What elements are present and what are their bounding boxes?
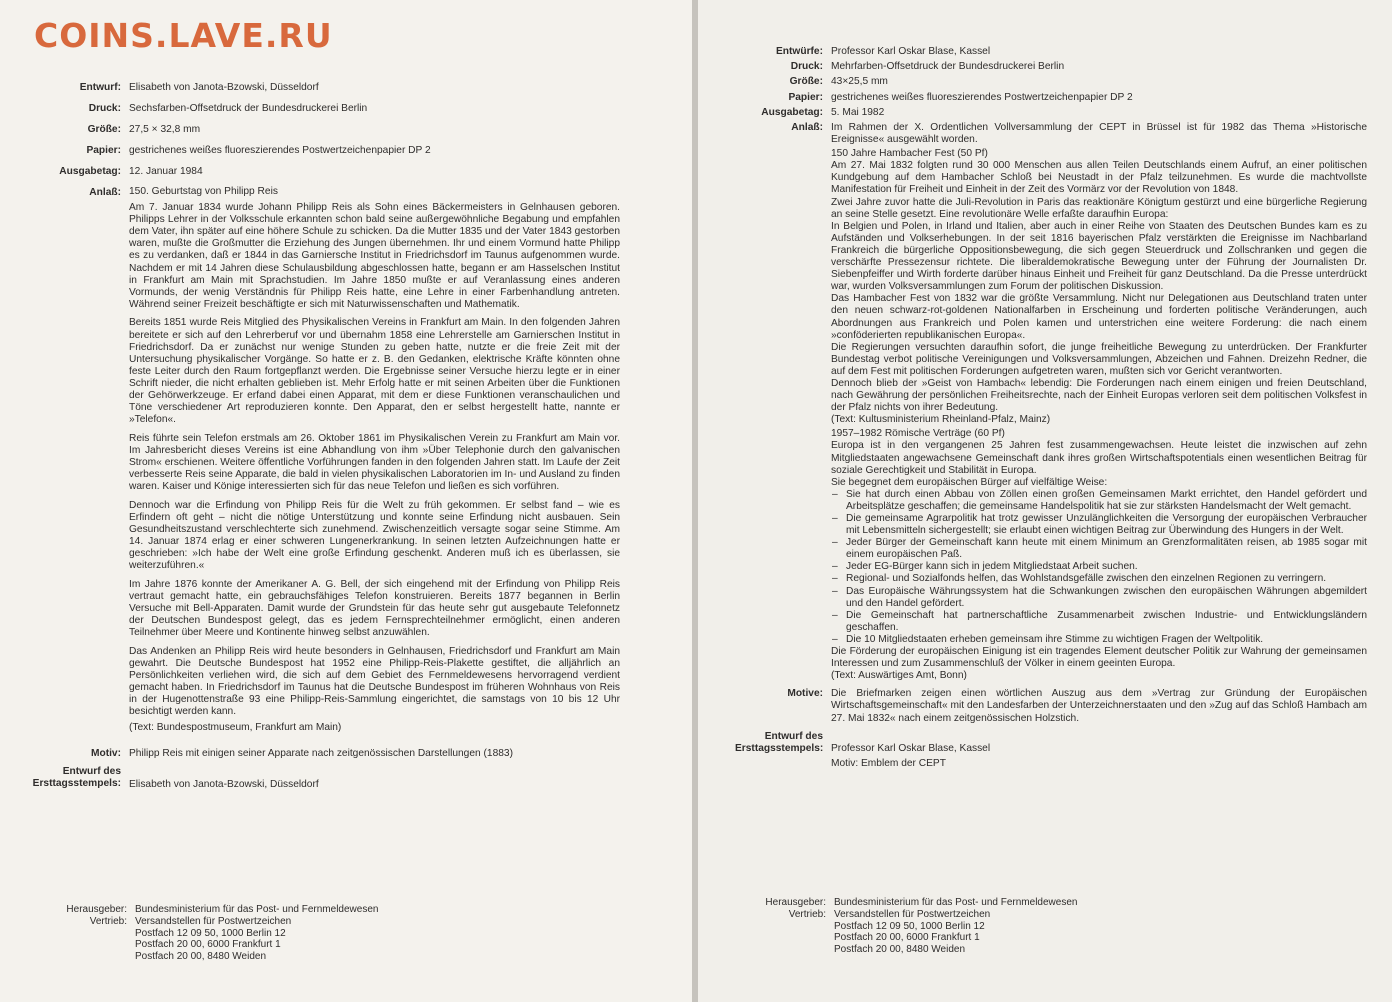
footer-publisher xyxy=(740,897,1077,909)
field-ersttagsstempel xyxy=(735,731,1367,770)
field-value: 5. Mai 1982 xyxy=(831,106,885,118)
field-label: Ausgabetag: xyxy=(59,166,121,177)
paragraph: Am 27. Mai 1832 folgten rund 30 000 Menschen aus allen Teilen Deutschlands einem Aufruf, an einer politischen Kundgebung auf dem Hambacher Schloß bei Neustadt in der Pfalz teilzunehmen. Es wurde die machtvollste Manifestation für Freiheit und Einheit in der Zeit des Vormärz vor der Revolution von 1848. xyxy=(831,160,1367,196)
paragraph: Im Jahre 1876 konnte der Amerikaner A. G. Bell, der sich eingehend mit der Erfindung von Philipp Reis vertraut gemacht hatte, ein gebrauchsfähiges Telefon konstruieren. Bereits 1877 begannen in Berlin Versuche mit Bell-Apparaten. Damit wurde der Grundstein für das heute sehr gut ausgebaute Telefonnetz der Deutschen Bundespost gelegt, das es jedem Fernsprechteilnehmer ermöglicht, einen anderen Teilnehmer über Meere und Kontinente hinweg selbst anzuwählen. xyxy=(129,578,620,639)
field-label: Motive: xyxy=(787,688,823,700)
field-druck xyxy=(0,102,620,115)
paragraph: Zwei Jahre zuvor hatte die Juli-Revolution in Paris das reaktionäre Königtum gestürzt und eine bürgerliche Regierung an seine Stelle gesetzt. Eine revolutionäre Welle erfaßte daraufhin Europa: xyxy=(831,196,1367,220)
field-groesse xyxy=(0,123,620,136)
field-label: Entwürfe: xyxy=(776,46,823,57)
list-item: – Regional- und Sozialfonds helfen, das Wohlstandsgefälle zwischen den einzelnen Regionen zu verringern. xyxy=(831,573,1367,585)
field-value: 12. Januar 1984 xyxy=(129,166,203,177)
label-line: Ersttagsstempels: xyxy=(735,742,824,754)
footer-publisher xyxy=(37,904,378,916)
label-line: Ersttagsstempels: xyxy=(32,777,121,789)
left-page xyxy=(0,0,692,1002)
field-anlass xyxy=(735,122,1367,682)
section-title: 1957–1982 Römische Verträge (60 Pf) xyxy=(831,428,1005,440)
footer-line: Postfach 20 00, 8480 Weiden xyxy=(135,951,267,963)
paragraph: In Belgien und Polen, in Irland und Italien, aber auch in einer Reihe von Staaten des Deutschen Bundes kam es zu Aufständen und Volkserhebungen. In der seit 1816 bayerischen Pfalz verstärkten die Ereignisse im Nachbarland Frankreich die bürgerliche Oppositionsbewegung, die sich gegen Steuerdruck und Zollschranken und gegen die verschärfte Pressezensur richtete. Die liberaldemokratische Bewegung unter der Führung der Journalisten Dr. Siebenpfeiffer und Wirth forderte darüber hinaus Einheit und Freiheit für ganz Deutschland. Da die Presse unterdrückt war, wurden Volksversammlungen zum Forum der politischen Diskussion. xyxy=(831,220,1367,293)
section-title: 150 Jahre Hambacher Fest (50 Pf) xyxy=(831,148,988,160)
field-value: Die Briefmarken zeigen einen wörtlichen Auszug aus dem »Vertrag zur Gründung der Europäischen Wirtschaftsgemeinschaft« mit den Landesfarben der Unterzeichnerstaaten und den »Zug auf das Schloß Hambach am 27. Mai 1832« nach einem zeitgenössischen Holzstich. xyxy=(831,688,1367,724)
paragraph: Die Regierungen versuchten daraufhin sofort, die junge freiheitliche Bewegung zu unterdrücken. Der Frankfurter Bundestag verbot politische Vereinigungen und Volksversammlungen, Abzeichen und Fahnen. Dreizehn Redner, die auf dem Fest mit politischen Forderungen aufgetreten waren, mußten sich vor Gericht verantworten. xyxy=(831,341,1367,377)
paragraph: Europa ist in den vergangenen 25 Jahren fest zusammengewachsen. Heute leistet die inzwischen auf zehn Mitgliedstaaten angewachsene Gemeinschaft dank ihres großen Wirtschaftspotentials einen wesentlichen Beitrag für soziale Gerechtigkeit und Stabilität in Europa. xyxy=(831,440,1367,476)
footer-value xyxy=(135,916,378,963)
paragraph: Die Förderung der europäischen Einigung ist ein tragendes Element deutscher Politik zur Wahrung der gemeinsamen Interessen und zum Zusammenschluß der Völker in einem geeinten Europa. xyxy=(831,646,1367,670)
footer-label: Vertrieb: xyxy=(788,908,826,920)
footer-sales xyxy=(740,909,1077,956)
field-label: Größe: xyxy=(87,124,121,135)
list-item: – Jeder Bürger der Gemeinschaft kann heute mit einem Minimum an Grenzformalitäten reisen, ab 1985 sogar mit einem europäischen Paß. xyxy=(831,537,1367,561)
field-motiv xyxy=(0,747,620,760)
anlass-content xyxy=(129,186,620,741)
paragraph: Sie begegnet dem europäischen Bürger auf vielfältige Weise: xyxy=(831,476,1108,488)
field-motive xyxy=(735,688,1367,724)
field-label: Entwurf: xyxy=(79,82,121,93)
footer-line: Versandstellen für Postwertzeichen xyxy=(135,915,292,927)
field-label: Motiv: xyxy=(91,747,121,759)
field-label xyxy=(735,731,831,755)
field-label xyxy=(0,766,129,790)
text-source: (Text: Auswärtiges Amt, Bonn) xyxy=(831,670,967,682)
field-value xyxy=(831,731,1367,770)
list-item: – Sie hat durch einen Abbau von Zöllen einen großen Gemeinsamen Markt errichtet, den Handel gefördert und Arbeitsplätze geschaffen; die gemeinsame Handelspolitik hat sie zur stärksten Handelsmacht der Welt gemacht. xyxy=(831,489,1367,513)
field-ausgabetag xyxy=(735,107,1367,119)
paragraph: Bereits 1851 wurde Reis Mitglied des Physikalischen Vereins in Frankfurt am Main. In den folgenden Jahren bereitete er sich auf den Lehrerberuf vor und übernahm 1858 eine Lehrerstelle am Garnierschen Institut in Friedrichsdorf. Da er zunächst nur wenige Stunden zu geben hatte, nutzte er die freie Zeit mit der Untersuchung physikalischer Vorgänge. So hatte er z. B. den Gedanken, elektrische Kräfte könnten ohne feste Leiter durch den Raum fortgepflanzt werden. Die Ergebnisse seiner Versuche hierzu legte er in einer Schrift nieder, die nicht erhalten geblieben ist. Mehr Erfolg hatte er mit seinen Arbeiten über die Funktionen der Gehörwerkzeuge. Er erfand dabei einen Apparat, mit dem er diese Funktionen veranschaulichen und Töne verschiedener Art reproduzieren konnte. Den Apparat, den er selbst hergestellt hatte, nannte er »Telefon«. xyxy=(129,317,620,426)
stamp-designer: Professor Karl Oskar Blase, Kassel xyxy=(831,742,991,754)
field-label: Papier: xyxy=(86,145,121,156)
footer-line: Postfach 12 09 50, 1000 Berlin 12 xyxy=(834,920,985,932)
field-label: Größe: xyxy=(789,76,823,88)
field-value: Philipp Reis mit einigen seiner Apparate nach zeitgenössischen Darstellungen (1883) xyxy=(129,747,513,759)
footer-line: Postfach 20 00, 6000 Frankfurt 1 xyxy=(135,939,281,951)
right-footer xyxy=(740,897,1077,956)
field-value: Elisabeth von Janota-Bzowski, Düsseldorf xyxy=(129,778,319,790)
footer-label: Herausgeber: xyxy=(765,897,826,908)
anlass-content xyxy=(831,122,1367,682)
list-item: – Jeder EG-Bürger kann sich in jedem Mitgliedstaat Arbeit suchen. xyxy=(831,561,1367,573)
field-label: Druck: xyxy=(88,103,121,114)
footer-line: Versandstellen für Postwertzeichen xyxy=(834,908,991,920)
left-footer xyxy=(37,904,378,963)
footer-sales xyxy=(37,916,378,963)
list-item: – Die 10 Mitgliedstaaten erheben gemeinsam ihre Stimme zu wichtigen Fragen der Weltpolitik. xyxy=(831,634,1367,646)
field-papier xyxy=(0,144,620,157)
site-watermark: COINS.LAVE.RU xyxy=(34,16,333,55)
field-entwuerfe xyxy=(735,46,1367,58)
footer-line: Postfach 20 00, 8480 Weiden xyxy=(834,944,966,956)
footer-label: Vertrieb: xyxy=(89,915,127,927)
field-value: 43×25,5 mm xyxy=(831,76,888,88)
field-ersttagsstempel xyxy=(0,766,620,791)
field-papier xyxy=(735,92,1367,104)
field-druck xyxy=(735,61,1367,73)
right-main-text xyxy=(735,46,1367,770)
anlass-intro: Im Rahmen der X. Ordentlichen Vollversammlung der CEPT in Brüssel ist für 1982 das Thema »Historische Ereignisse« ausgewählt worden. xyxy=(831,122,1367,146)
paragraph: Dennoch blieb der »Geist von Hambach« lebendig: Die Forderungen nach einem einigen und freien Deutschland, nach Gewährung der persönlichen Freiheitsrechte, nach der Einheit Europas verloren seit dem politischen Volksfest in der Pfalz nichts von ihrer Bedeutung. xyxy=(831,377,1367,414)
field-value: gestrichenes weißes fluoreszierendes Postwertzeichenpapier DP 2 xyxy=(831,91,1133,103)
stamp-motif: Motiv: Emblem der CEPT xyxy=(831,757,946,769)
field-ausgabetag xyxy=(0,165,620,178)
list-item: – Das Europäische Währungssystem hat die Schwankungen zwischen den europäischen Währungen abgemildert und den Handel gefördert. xyxy=(831,586,1367,610)
label-line: Entwurf des xyxy=(62,765,121,777)
footer-value xyxy=(834,909,1077,956)
list-item: – Die Gemeinschaft hat partnerschaftliche Zusammenarbeit zwischen Industrie- und Entwicklungsländern geschaffen. xyxy=(831,610,1367,634)
paragraph: Das Hambacher Fest von 1832 war die größte Versammlung. Nicht nur Delegationen aus Deutschland traten unter den neuen schwarz-rot-goldenen Nationalfarben in Erscheinung und forderten politische Veränderungen, auch Abordnungen aus Frankreich und Polen kamen und unterstrichen eine weitere Forderung: die nach einem »conföderierten republikanischen Europa«. xyxy=(831,293,1367,341)
paragraph: Am 7. Januar 1834 wurde Johann Philipp Reis als Sohn eines Bäckermeisters in Gelnhausen geboren. Philipps Lehrer in der Volksschule erkannten schon bald seine außergewöhnliche Begabung und empfahlen dem Vater, ihn später auf eine höhere Schule zu schicken. Da die Mutter 1835 und der Vater 1843 gestorben waren, mußte die Großmutter die Erziehung des Jungen übernehmen. Ihr und einem Vormund hatte Philipp es zu verdanken, daß er 1844 in das Garniersche Institut in Friedrichsdorf im Taunus aufgenommen wurde. Nachdem er mit 14 Jahren diese Schulausbildung abgeschlossen hatte, begann er am Hasselschen Institut in Frankfurt am Main mit Sprachstudien. Im Jahre 1850 mußte er auf Veranlassung eines anderen Vormunds, der wenig Verständnis für Philipp Reis hatte, eine Lehre in einer Farbenhandlung antreten. Während seiner Freizeit beschäftigte er sich mit Naturwissenschaften und Mathematik. xyxy=(129,202,620,310)
right-page xyxy=(698,0,1392,1002)
footer-label: Herausgeber: xyxy=(66,904,127,915)
paragraph: Dennoch war die Erfindung von Philipp Reis für die Welt zu früh gekommen. Er selbst fand – wie es Erfindern oft geht – nicht die nötige Unterstützung und konnte seine Erfindung nicht ausbauen. Sein Gesundheitszustand verschlechterte sich zunehmend. Zwischenzeitlich versagte sogar seine Stimme. Am 14. Januar 1874 erlag er einer schweren Lungenerkrankung. In seinen letzten Aufzeichnungen hatte er geschrieben: »Ich habe der Welt eine große Erfindung geschenkt. Anderen muß ich es überlassen, sie weiterzuführen.« xyxy=(129,499,620,572)
field-value: 27,5 × 32,8 mm xyxy=(129,124,201,135)
field-value: gestrichenes weißes fluoreszierendes Postwertzeichenpapier DP 2 xyxy=(129,145,431,156)
field-value: Elisabeth von Janota-Bzowski, Düsseldorf xyxy=(129,82,319,93)
paragraph: Reis führte sein Telefon erstmals am 26. Oktober 1861 im Physikalischen Verein zu Frankfurt am Main vor. Im Jahresbericht dieses Vereins ist eine Abhandlung von ihm »Über Telephonie durch den galvanischen Strom« erschienen. Weitere öffentliche Vorführungen fanden in den folgenden Jahren statt. Im Laufe der Zeit verbesserte Reis seine Apparate, die bald in vielen physikalischen Laboratorien im In- und Ausland zu finden waren. Kaiser und Könige interessierten sich für das neue Telefon und ließen es sich vorführen. xyxy=(129,432,620,493)
label-line: Entwurf des xyxy=(764,730,823,742)
footer-line: Postfach 12 09 50, 1000 Berlin 12 xyxy=(135,927,286,939)
text-source: (Text: Bundespostmuseum, Frankfurt am Main) xyxy=(129,722,342,734)
field-anlass xyxy=(0,186,620,741)
field-value: Professor Karl Oskar Blase, Kassel xyxy=(831,46,991,57)
bullet-list xyxy=(831,489,1367,646)
text-source: (Text: Kultusministerium Rheinland-Pfalz, Mainz) xyxy=(831,414,1051,426)
footer-line: Postfach 20 00, 6000 Frankfurt 1 xyxy=(834,932,980,944)
anlass-title: 150. Geburtstag von Philipp Reis xyxy=(129,186,278,197)
footer-value: Bundesministerium für das Post- und Fernmeldewesen xyxy=(834,897,1078,908)
field-entwurf xyxy=(0,81,620,94)
field-label: Papier: xyxy=(788,91,823,103)
field-value: Sechsfarben-Offsetdruck der Bundesdruckerei Berlin xyxy=(129,103,368,114)
field-label: Anlaß: xyxy=(89,187,121,198)
paragraph: Das Andenken an Philipp Reis wird heute besonders in Gelnhausen, Friedrichsdorf und Frankfurt am Main gewahrt. Die Deutsche Bundespost hat 1952 eine Philipp-Reis-Plakette gestiftet, die alljährlich an Persönlichkeiten verliehen wird, die sich auf dem Gebiet des Fernmeldewesens hervorragend verdient gemacht haben. In Friedrichsdorf im Taunus hat die Deutsche Bundespost im früheren Wohnhaus von Reis in der Hugenottenstraße 93 eine Philipp-Reis-Sammlung eingerichtet, die samstags von 10 bis 12 Uhr besichtigt werden kann. xyxy=(129,645,620,718)
field-label: Ausgabetag: xyxy=(761,106,823,118)
field-groesse xyxy=(735,76,1367,88)
field-label: Anlaß: xyxy=(791,122,823,134)
field-label: Druck: xyxy=(790,61,823,73)
footer-value: Bundesministerium für das Post- und Fernmeldewesen xyxy=(135,904,379,915)
field-value: Mehrfarben-Offsetdruck der Bundesdruckerei Berlin xyxy=(831,61,1065,73)
list-item: – Die gemeinsame Agrarpolitik hat trotz gewisser Unzulänglichkeiten die Versorgung der europäischen Verbraucher mit Lebensmitteln sichergestellt; sie erlaubt einen wichtigen Beitrag zur Überwindung des Hungers in der Welt. xyxy=(831,513,1367,537)
left-main-text xyxy=(0,81,620,791)
